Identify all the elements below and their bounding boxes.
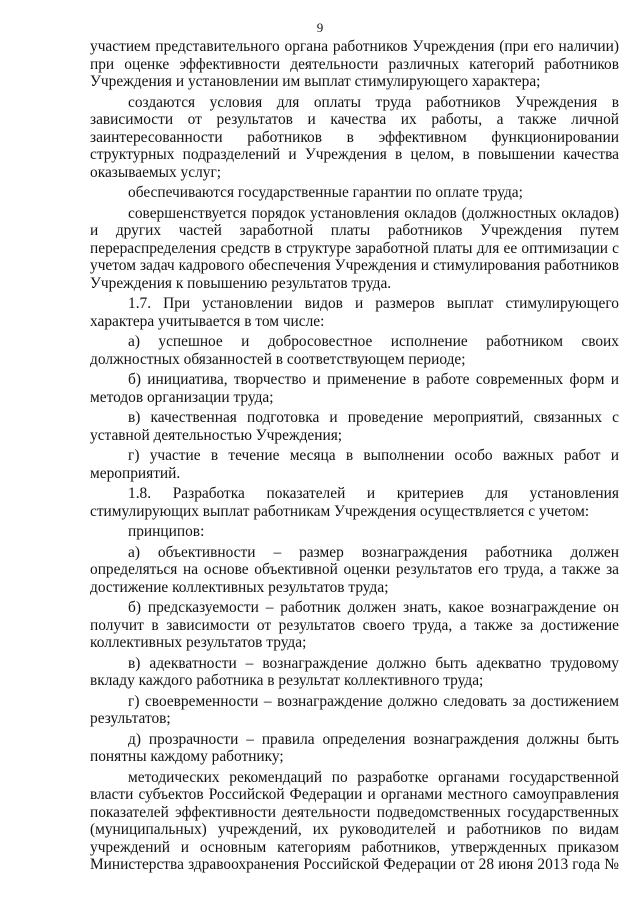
- document-body: [90, 38, 619, 877]
- paragraph: б) инициатива, творчество и применение в работе современных форм и методов организации труда;: [90, 371, 619, 406]
- paragraph: принципов:: [128, 523, 205, 540]
- paragraph: создаются условия для оплаты труда работников Учреждения в зависимости от результатов и качества их работы, а также личной заинтересованности работников в эффективном функционировании структурных подразделений и Учреждения в целом, в повышении качества оказываемых услуг;: [90, 93, 619, 181]
- paragraph: б) предсказуемости – работник должен знать, какое вознаграждение он получит в зависимости от результатов своего труда, а также за достижение коллективных результатов труда;: [90, 599, 619, 651]
- paragraph: 1.7. При установлении видов и размеров выплат стимулирующего характера учитывается в том числе:: [90, 295, 619, 330]
- paragraph: совершенствуется порядок установления окладов (должностных окладов) и других частей заработной платы работников Учреждения путем перераспределения средств в структуре заработной платы для ее оптимизации с учетом задач кадрового обеспечения Учреждения и стимулирования работников Учреждения к повышению результатов труда.: [90, 204, 619, 292]
- paragraph: а) успешное и добросовестное исполнение работником своих должностных обязанностей в соответствующем периоде;: [90, 333, 619, 368]
- paragraph: обеспечиваются государственные гарантии по оплате труда;: [128, 184, 523, 201]
- paragraph: в) адекватности – вознаграждение должно быть адекватно трудовому вкладу каждого работника в результат коллективного труда;: [90, 654, 619, 689]
- page-number: 9: [316, 20, 324, 35]
- paragraph: методических рекомендаций по разработке органами государственной власти субъектов Российской Федерации и органами местного самоуправления показателей эффективности деятельности подведомственных государственных (муниципальных) учреждений, их руководителей и работников по видам учреждений и основным категориям работников, утвержденных приказом Министерства здравоохранения Российской Федерации от 28 июня 2013 года №: [90, 768, 619, 873]
- paragraph: г) участие в течение месяца в выполнении особо важных работ и мероприятий.: [90, 447, 619, 482]
- paragraph: д) прозрачности – правила определения вознаграждения должны быть понятны каждому работнику;: [90, 730, 619, 765]
- paragraph: а) объективности – размер вознаграждения работника должен определяться на основе объективной оценки результатов его труда, а также за достижение коллективных результатов труда;: [90, 543, 619, 596]
- paragraph: г) своевременности – вознаграждение должно следовать за достижением результатов;: [90, 692, 619, 727]
- paragraph: в) качественная подготовка и проведение мероприятий, связанных с уставной деятельностью Учреждения;: [90, 409, 619, 444]
- paragraph: участием представительного органа работников Учреждения (при его наличии) при оценке эффективности деятельности различных категорий работников Учреждения и установлении им выплат стимулирующего характера;: [90, 38, 619, 90]
- paragraph: 1.8. Разработка показателей и критериев для установления стимулирующих выплат работникам Учреждения осуществляется с учетом:: [90, 485, 619, 520]
